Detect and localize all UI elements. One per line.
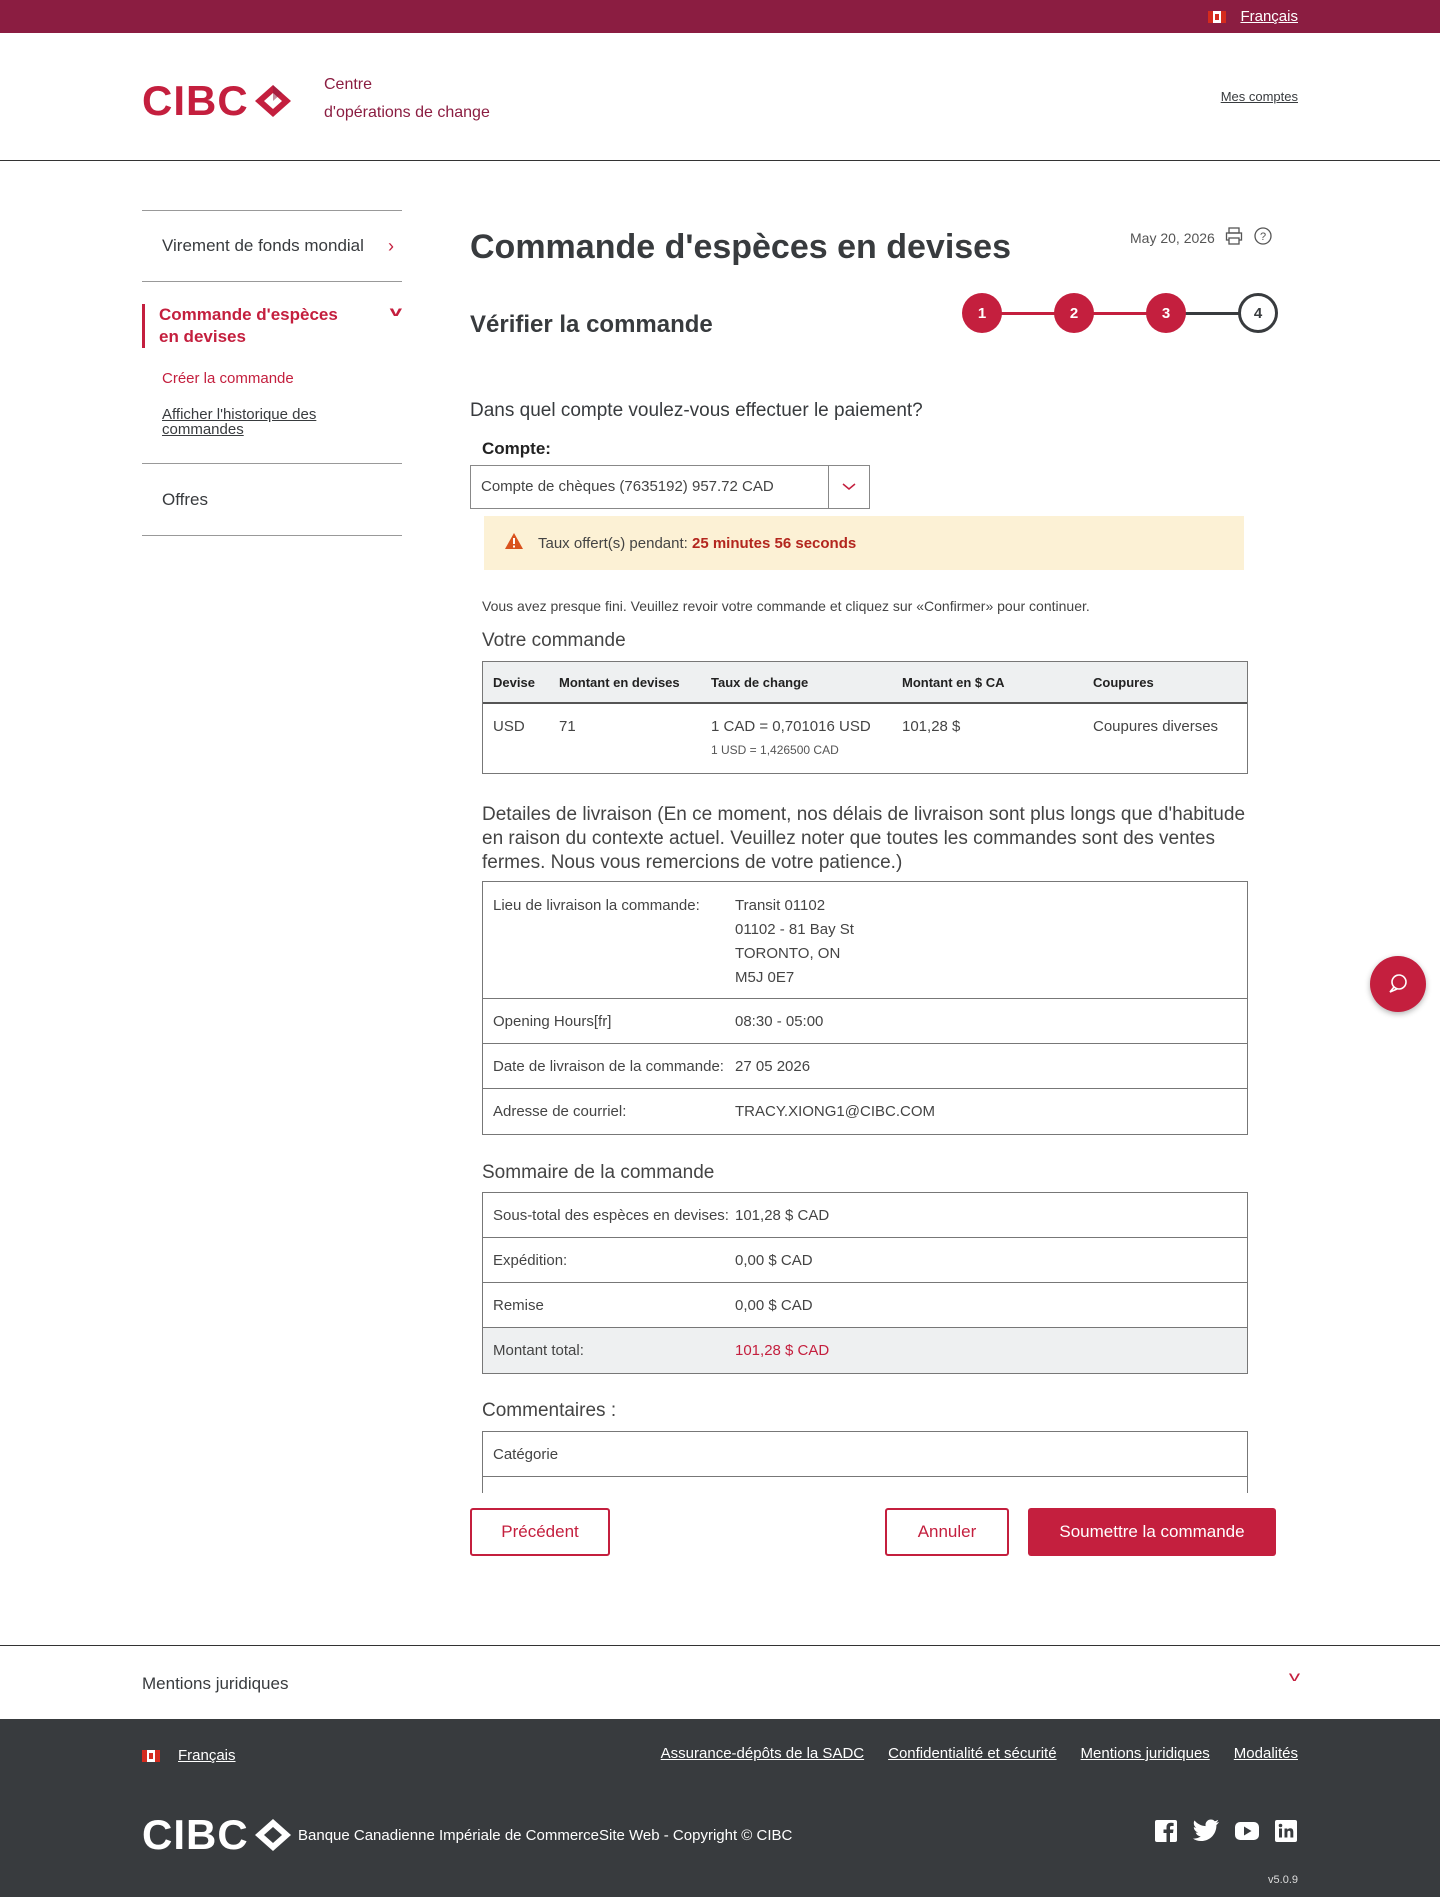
location-label: Lieu de livraison la commande: — [493, 897, 700, 914]
footer-link-terms[interactable]: Modalités — [1233, 1745, 1298, 1762]
footer — [0, 1719, 1440, 1897]
order-table — [482, 661, 1248, 774]
alert-time: 25 minutes 56 seconds — [691, 534, 857, 552]
cibc-diamond-icon — [253, 1817, 289, 1853]
chevron-down-icon[interactable] — [828, 466, 869, 508]
facebook-icon[interactable] — [1154, 1819, 1178, 1843]
total-label: Montant total: — [493, 1342, 584, 1359]
summary-table — [482, 1192, 1248, 1374]
column-header: Montant en $ CA — [902, 674, 1005, 690]
print-icon[interactable] — [1225, 227, 1243, 248]
canada-flag-icon — [142, 1750, 160, 1762]
shipping-label: Expédition: — [493, 1251, 568, 1269]
table-row — [483, 882, 1247, 999]
location-line: Transit 01102 — [735, 897, 826, 914]
step-2: 2 — [1054, 293, 1094, 333]
current-date: May 20, 2026 — [1130, 229, 1215, 246]
table-header — [483, 662, 1247, 704]
cancel-button[interactable]: Annuler — [885, 1508, 1009, 1556]
account-select[interactable] — [470, 465, 870, 509]
rate-timer-alert — [484, 516, 1244, 570]
discount-value: 0,00 $ CAD — [735, 1296, 813, 1314]
version: v5.0.9 — [1268, 1874, 1298, 1886]
canada-flag-icon — [1208, 11, 1226, 23]
location-line: TORONTO, ON — [735, 945, 841, 962]
sidebar-sub-create-order[interactable]: Créer la commande — [162, 370, 294, 387]
rate-value: 1 CAD = 0,701016 USD — [711, 718, 871, 735]
sidebar-item-global-transfer[interactable] — [142, 211, 402, 281]
sidebar-item-label: Virement de fonds mondial — [162, 236, 364, 255]
step-1: 1 — [962, 293, 1002, 333]
step-3: 3 — [1146, 293, 1186, 333]
order-heading: Votre commande — [482, 630, 626, 651]
table-row — [483, 1238, 1247, 1283]
subtotal-value: 101,28 $ CAD — [735, 1206, 830, 1224]
footer-link-cdic[interactable]: Assurance-dépôts de la SADC — [660, 1745, 865, 1762]
legal-accordion[interactable] — [0, 1645, 1440, 1719]
hours-label: Opening Hours[fr] — [493, 1012, 612, 1030]
header-subtitle — [324, 71, 490, 127]
location-value — [735, 894, 1247, 990]
delivery-note: Detailes de livraison (En ce moment, nos délais de livraison sont plus longs que d'habitude en raison du contexte actuel. Veuillez noter que toutes les commandes sont des ventes fermes. Nous vous remercions de votre patience.) — [482, 804, 1246, 873]
cibc-logo[interactable] — [142, 77, 289, 125]
rate-inverse: 1 USD = 1,426500 CAD — [711, 743, 839, 757]
delivery-table — [482, 881, 1248, 1135]
legal-label: Mentions juridiques — [142, 1674, 289, 1693]
sidebar-item-offers[interactable] — [142, 464, 402, 536]
linkedin-icon[interactable] — [1274, 1819, 1298, 1843]
column-header: Devise — [493, 674, 535, 690]
footer-logo-text: CIBC — [142, 1811, 249, 1858]
step-connector — [1184, 312, 1240, 315]
warning-icon — [504, 532, 524, 554]
comments-heading: Commentaires : — [482, 1400, 617, 1421]
table-row — [483, 1193, 1247, 1238]
footer-links — [661, 1745, 1298, 1762]
table-row — [483, 704, 1247, 773]
hours-value: 08:30 - 05:00 — [735, 1012, 824, 1030]
step-connector — [1000, 312, 1056, 315]
sidebar-sub-order-history[interactable]: Afficher l'historique des commandes — [162, 406, 317, 438]
discount-label: Remise — [493, 1296, 544, 1314]
comments-table — [482, 1431, 1248, 1493]
email-label: Adresse de courriel: — [493, 1103, 627, 1120]
table-row — [483, 999, 1247, 1044]
review-instructions: Vous avez presque fini. Veuillez revoir votre commande et cliquez sur «Confirmer» pour continuer. — [482, 598, 1090, 614]
table-row — [483, 1328, 1247, 1373]
footer-link-privacy[interactable]: Confidentialité et sécurité — [888, 1745, 1057, 1762]
table-row — [483, 1089, 1247, 1134]
table-row — [483, 1283, 1247, 1328]
sidebar-item-label: Offres — [162, 489, 208, 509]
cad-amount-cell: 101,28 $ — [902, 718, 961, 735]
step-4: 4 — [1238, 293, 1278, 333]
chevron-down-icon: v — [389, 303, 403, 319]
payment-question: Dans quel compte voulez-vous effectuer le paiement? — [470, 400, 923, 421]
subtotal-label: Sous-total des espèces en devises: — [493, 1206, 729, 1224]
currency-cell: USD — [493, 718, 525, 735]
chevron-right-icon: › — [388, 235, 394, 256]
chat-button[interactable] — [1370, 956, 1426, 1012]
sidebar — [142, 210, 402, 536]
delivery-date-label: Date de livraison de la commande: — [493, 1057, 724, 1075]
amount-cell: 71 — [559, 718, 576, 735]
rate-cell — [711, 718, 902, 773]
language-link[interactable] — [1208, 8, 1298, 25]
section-title: Vérifier la commande — [470, 311, 713, 338]
chevron-down-icon: v — [1288, 1668, 1301, 1684]
top-bar — [0, 0, 1440, 33]
submit-order-button[interactable]: Soumettre la commande — [1028, 1508, 1276, 1556]
youtube-icon[interactable] — [1234, 1821, 1260, 1841]
social-links — [1154, 1819, 1298, 1843]
email-value: TRACY.XIONG1@CIBC.COM — [735, 1103, 935, 1120]
cibc-diamond-icon — [253, 83, 289, 119]
account-select-value[interactable]: Compte de chèques (7635192) 957.72 CAD — [481, 478, 774, 495]
logo-text: CIBC — [142, 77, 249, 124]
alert-text: Taux offert(s) pendant: — [538, 534, 688, 552]
page-title: Commande d'espèces en devises — [470, 228, 1011, 266]
step-connector — [1092, 312, 1148, 315]
column-header: Coupures — [1093, 674, 1154, 690]
my-accounts-link[interactable]: Mes comptes — [1220, 89, 1298, 104]
footer-language-link[interactable] — [142, 1747, 236, 1764]
footer-language-label[interactable]: Français — [178, 1747, 236, 1764]
delivery-date-value: 27 05 2026 — [735, 1057, 811, 1075]
copyright: Banque Canadienne Impériale de CommerceSite Web - Copyright © CIBC — [298, 1827, 793, 1844]
summary-heading: Sommaire de la commande — [482, 1162, 715, 1183]
previous-button[interactable]: Précédent — [470, 1508, 610, 1556]
column-header: Taux de change — [711, 674, 809, 690]
header-subtitle-line1: Centre — [324, 76, 373, 93]
denominations-cell: Coupures diverses — [1093, 718, 1219, 735]
sidebar-item-cash-order[interactable] — [142, 304, 402, 348]
table-row — [483, 1044, 1247, 1089]
twitter-icon[interactable] — [1192, 1819, 1220, 1843]
language-label[interactable]: Français — [1240, 8, 1298, 25]
help-icon[interactable] — [1253, 226, 1273, 249]
progress-stepper — [962, 293, 1274, 337]
category-label: Catégorie — [493, 1445, 559, 1463]
location-line: 01102 - 81 Bay St — [735, 921, 854, 938]
table-row — [483, 1432, 1247, 1477]
header-subtitle-line2: d'opérations de change — [324, 104, 490, 121]
footer-link-legal[interactable]: Mentions juridiques — [1080, 1745, 1210, 1762]
svg-text:?: ? — [1259, 231, 1266, 243]
shipping-value: 0,00 $ CAD — [735, 1251, 813, 1269]
total-value: 101,28 $ CAD — [735, 1342, 830, 1359]
sidebar-item-label: Commande d'espèces en devises — [159, 305, 338, 346]
footer-logo — [142, 1811, 289, 1859]
chat-icon — [1386, 972, 1410, 996]
account-label: Compte: — [482, 439, 551, 458]
header — [0, 33, 1440, 161]
date-tools — [1130, 226, 1273, 249]
location-line: M5J 0E7 — [735, 969, 795, 986]
column-header: Montant en devises — [559, 674, 680, 690]
